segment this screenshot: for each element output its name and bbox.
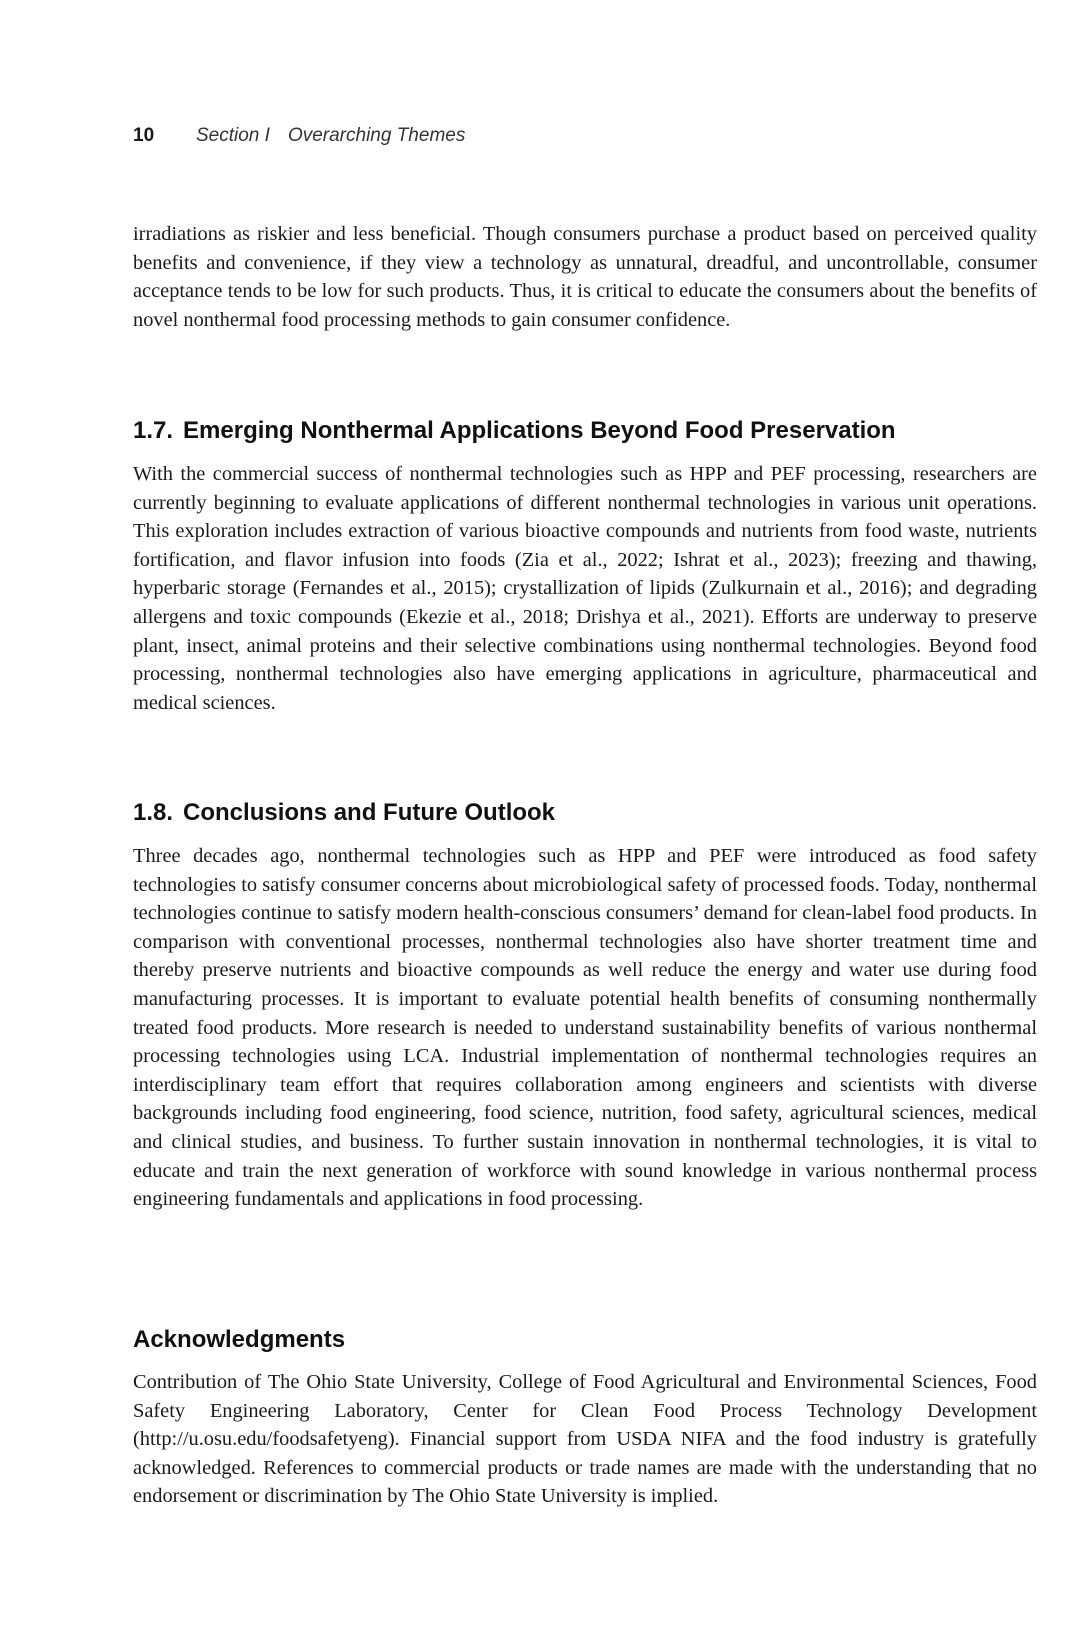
section-paragraph-1-8: Three decades ago, nonthermal technologies such as HPP and PEF were introduced as food safety technologies to satisfy consumer concerns about microbiological safety of processed foods. Today, nonthermal technologies continue to satisfy modern health-conscious consumers’ demand for clean-label food products. In comparison with conventional processes, nonthermal technologies also have shorter treatment time and thereby preserve nutrients and bioactive compounds as well reduce the energy and water use during food manufacturing processes. It is important to evaluate potential health benefits of consuming nonthermally treated food products. More research is needed to understand sustainability benefits of various nonthermal processing technologies using LCA. Industrial implementation of nonthermal technologies requires an interdisciplinary team effort that requires collaboration among engineers and scientists with diverse backgrounds including food engineering, food science, nutrition, food safety, agricultural sciences, medical and clinical studies, and business. To further sustain innovation in nonthermal technologies, it is vital to educate and train the next generation of workforce with sound knowledge in various nonthermal process engineering fundamentals and applications in food processing. (133, 845, 1037, 1211)
section-label: Section I (196, 125, 270, 146)
section-number: 1.7. (133, 417, 174, 444)
section-title: Overarching Themes (287, 125, 466, 146)
page-number: 10 (133, 125, 155, 146)
section-heading-1-8 (133, 798, 555, 828)
acknowledgments-paragraph: Contribution of The Ohio State University, College of Food Agricultural and Environmental Sciences, Food Safety Engineering Laboratory, Center for Clean Food Process Technology Development (http://u.osu.edu/foodsafetyeng). Financial support from USDA NIFA and the food industry is gratefully acknowledged. References to commercial products or trade names are made with the understanding that no endorsement or discrimination by The Ohio State University is implied. (133, 1371, 1037, 1508)
section-title-text: Emerging Nonthermal Applications Beyond Food Preservation (183, 417, 896, 444)
section-title-text: Conclusions and Future Outlook (183, 799, 556, 826)
section-heading-1-7 (133, 416, 896, 446)
acknowledgments-heading: Acknowledgments (133, 1326, 346, 1353)
section-number: 1.8. (133, 799, 174, 826)
intro-paragraph: irradiations as riskier and less beneficial. Though consumers purchase a product based on perceived quality benefits and convenience, if they view a technology as unnatural, dreadful, and uncontrollable, consumer acceptance tends to be low for such products. Thus, it is critical to educate the consumers about the benefits of novel nonthermal food processing methods to gain consumer confidence. (133, 223, 1037, 331)
running-head (133, 124, 465, 148)
section-paragraph-1-7: With the commercial success of nonthermal technologies such as HPP and PEF processing, researchers are currently beginning to evaluate applications of different nonthermal technologies in various unit operations. This exploration includes extraction of various bioactive compounds and nutrients from food waste, nutrients fortification, and flavor infusion into foods (Zia et al., 2022; Ishrat et al., 2023); freezing and thawing, hyperbaric storage (Fernandes et al., 2015); crystallization of lipids (Zulkurnain et al., 2016); and degrading allergens and toxic compounds (Ekezie et al., 2018; Drishya et al., 2021). Efforts are underway to preserve plant, insect, animal proteins and their selective combinations using nonthermal technologies. Beyond food processing, nonthermal technologies also have emerging applications in agriculture, pharmaceutical and medical sciences. (133, 463, 1037, 714)
